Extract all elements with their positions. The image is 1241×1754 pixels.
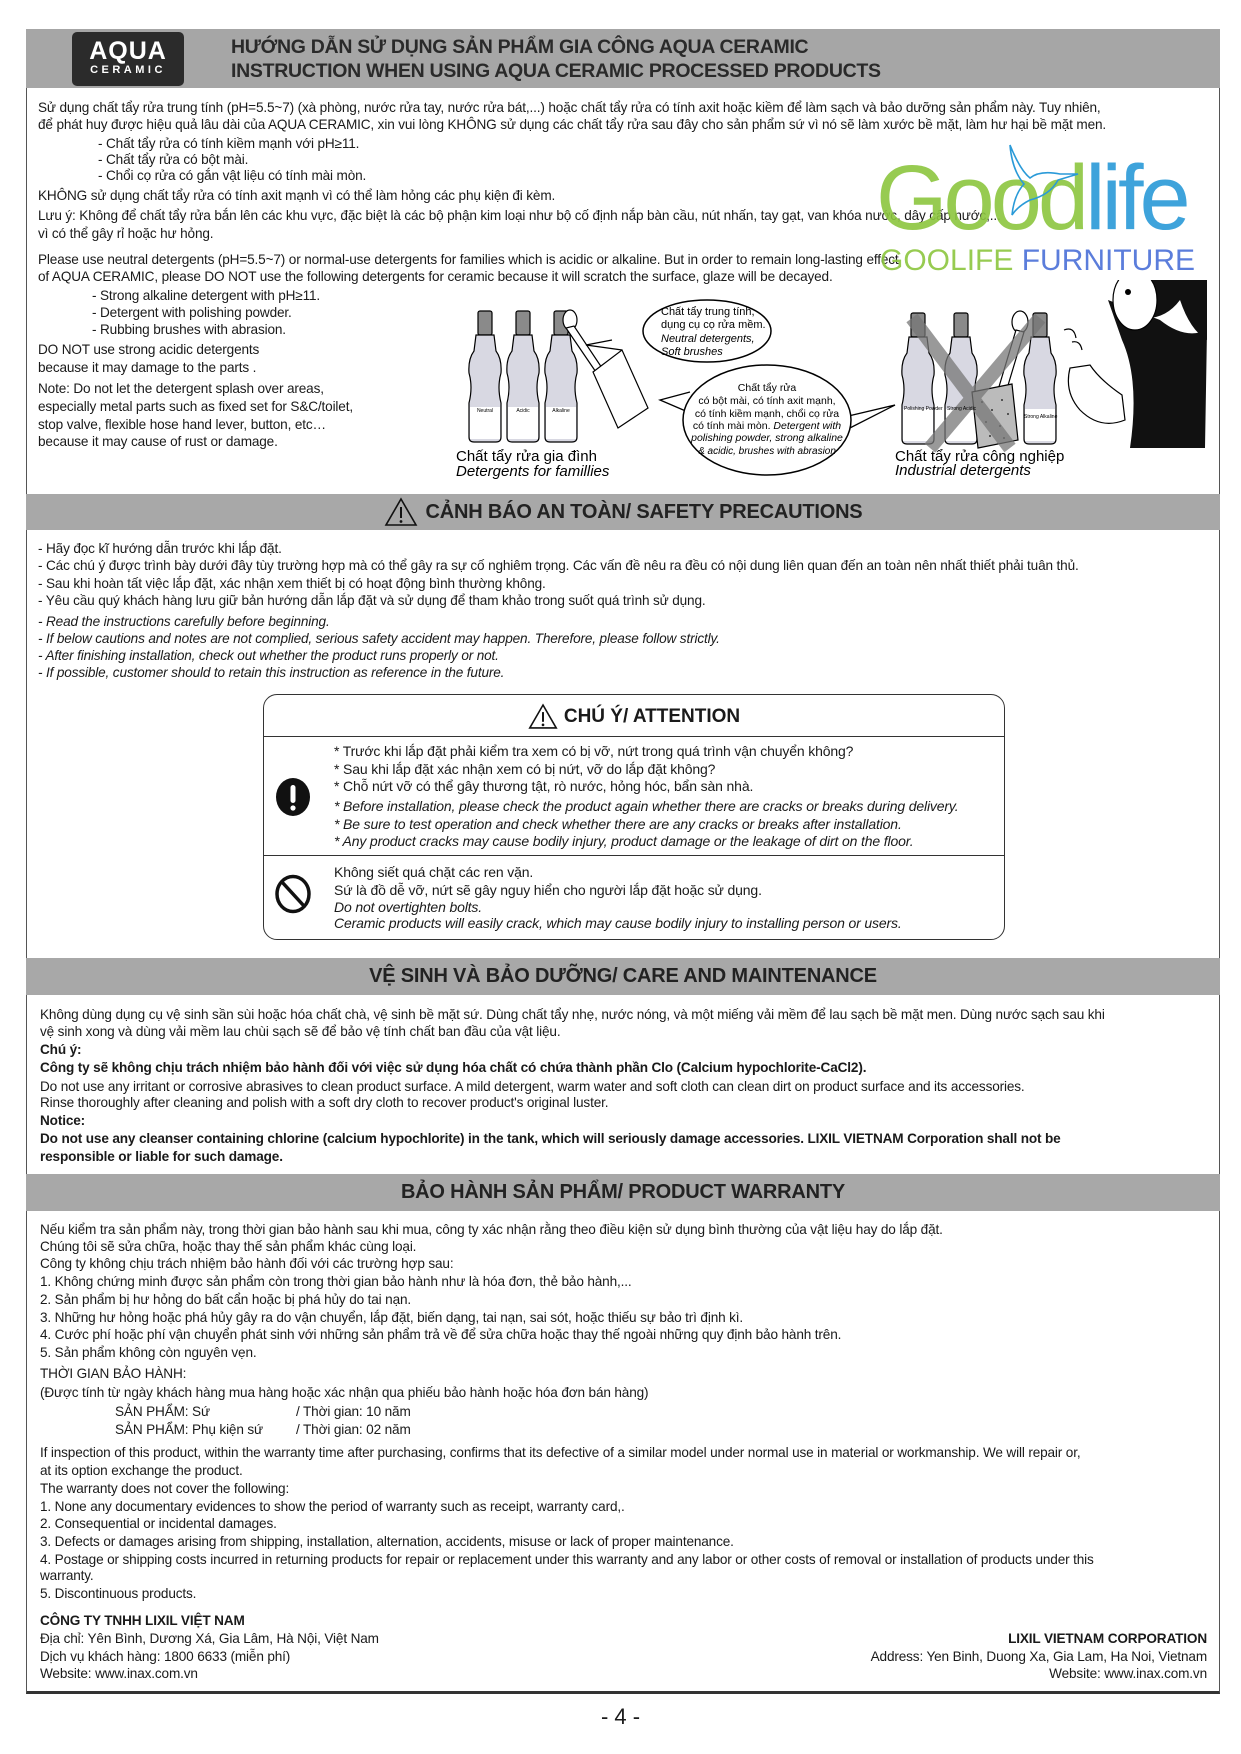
bottle-label: Acidic [516, 408, 530, 414]
bubble-text: có tính kiềm mạnh, chổi cọ rửa [694, 408, 840, 420]
text-line: The warranty does not cover the following: [40, 1481, 290, 1496]
tagline-goolife: GOOLIFE [880, 244, 1014, 277]
footer-line: Dịch vụ khách hàng: 1800 6633 (miễn phí) [40, 1649, 291, 1664]
bubble-text: có bột mài, có tính axit mạnh, [698, 395, 836, 407]
text-line: stop valve, flexible hose hand lever, button, etc… [38, 417, 326, 432]
warning-triangle-icon [528, 703, 558, 730]
text-line: Rinse thoroughly after cleaning and polish with a soft dry cloth to recover product's original luster. [40, 1095, 609, 1110]
bubble-text: & acidic, brushes with abrasion [698, 446, 836, 457]
text-line: 1. Không chứng minh được sản phẩm còn trong thời gian bảo hành như là hóa đơn, thẻ bảo hành,... [40, 1274, 632, 1289]
attention-title: CHÚ Ý/ ATTENTION [563, 705, 741, 727]
care-section-header [26, 958, 1220, 995]
text-line: of AQUA CERAMIC, please DO NOT use the following detergents for ceramic because it will scratch the surface, glaze will be decayed. [38, 269, 833, 284]
text-line: 3. Defects or damages arising from shipping, installation, alternation, accidents, misuse or lack of proper maintenance. [40, 1534, 734, 1549]
text-line: If inspection of this product, within the warranty time after purchasing, confirms that its defective of a similar model under normal use in material or workmanship. We will repair or, [40, 1445, 1081, 1460]
safety-item: - If below cautions and notes are not complied, serious safety accident may happen. Therefore, please follow strictly. [38, 631, 720, 646]
text-line: Chúng tôi sẽ sửa chữa, hoặc thay thế sản phẩm khác cùng loại. [40, 1239, 417, 1254]
text-line: KHÔNG sử dụng chất tẩy rửa có tính axit mạnh vì có thể làm hỏng các phụ kiện đi kèm. [38, 188, 556, 203]
bubble-text: Detergent with [773, 420, 842, 432]
text-line: - Strong alkaline detergent with pH≥11. [92, 288, 321, 303]
text-line: 4. Postage or shipping costs incurred in returning products for repair or replacement under this warranty and any labor or other costs of removal or installation of products under this [40, 1552, 1094, 1567]
care-title: VỆ SINH VÀ BẢO DƯỠNG/ CARE AND MAINTENANCE [369, 965, 877, 987]
safety-item: - Read the instructions carefully before beginning. [38, 614, 330, 629]
logo-sub: CERAMIC [90, 64, 166, 76]
footer-line: Address: Yen Binh, Duong Xa, Gia Lam, Ha Noi, Vietnam [870, 1649, 1207, 1664]
attention-item: * Any product cracks may cause bodily injury, product damage or the leakage of dirt on the floor. [334, 833, 914, 849]
attention-item: Không siết quá chặt các ren vặn. [334, 864, 534, 880]
attention-item: * Before installation, please check the product again whether there are cracks or breaks during delivery. [334, 798, 959, 814]
safety-item: - Các chú ý được trình bày dưới đây tùy trường hợp mà có thể gây ra sự cố nghiêm trọng. Các vấn đề nêu ra đều có nội dung liên quan đến an toàn nên nhất thiết phải tuân thủ. [38, 558, 1079, 573]
title-en: INSTRUCTION WHEN USING AQUA CERAMIC PROCESSED PRODUCTS [231, 60, 881, 82]
attention-item: * Trước khi lắp đặt phải kiểm tra xem có bị vỡ, nứt trong quá trình vận chuyển không? [334, 743, 854, 759]
attention-header [264, 703, 1004, 730]
bottle-label: Strong Acidic [947, 406, 977, 412]
title-vn: HƯỚNG DẪN SỬ DỤNG SẢN PHẨM GIA CÔNG AQUA CERAMIC [231, 36, 809, 58]
text-line: Please use neutral detergents (pH=5.5~7) or normal-use detergents for families which is acidic or alkaline. But in order to remain long-lasting effect [38, 252, 899, 267]
text-line: - Chất tẩy rửa có bột mài. [98, 152, 249, 167]
warranty-section-header [26, 1174, 1220, 1211]
bubble-text: Chất tẩy rửa [737, 382, 797, 394]
watermark-life: life [1085, 147, 1187, 249]
attention-item: * Chỗ nứt vỡ có thể gây thương tật, rò nước, hỏng hóc, bẩn sàn nhà. [334, 778, 754, 794]
bubble-text: Neutral detergents, [661, 333, 755, 345]
detergent-illustration [400, 280, 1241, 500]
text-line: Công ty không chịu trách nhiệm bảo hành đối với các trường hợp sau: [40, 1256, 454, 1271]
text-line: 2. Consequential or incidental damages. [40, 1516, 277, 1531]
warranty-title: BẢO HÀNH SẢN PHẨM/ PRODUCT WARRANTY [400, 1181, 846, 1203]
prohibited-icon [274, 874, 312, 914]
bottle-label: Neutral [476, 408, 494, 414]
text-line: Do not use any irritant or corrosive abrasives to clean product surface. A mild detergent, warm water and soft cloth can clean dirt on product surface and its accessories. [40, 1079, 1025, 1094]
attention-item: Do not overtighten bolts. [334, 899, 483, 915]
family-bottles [469, 311, 577, 442]
text-line: Notice: [40, 1113, 86, 1128]
aqua-ceramic-logo [72, 32, 184, 86]
text-line: Lưu ý: Không để chất tẩy rửa bắn lên các khu vực, đặc biệt là các bộ phận kim loại như bộ cố định nắp bàn cầu, nút nhấn, tay gạt, van khóa nước, dây cấp nước,... [38, 208, 1001, 223]
text-line: Chú ý: [40, 1042, 82, 1057]
footer-line: Địa chỉ: Yên Bình, Dương Xá, Gia Lâm, Hà Nội, Việt Nam [40, 1631, 379, 1646]
logo-brand: AQUA [89, 37, 167, 65]
family-caption-en: Detergents for famillies [456, 463, 610, 480]
footer-line: Website: www.inax.com.vn [40, 1666, 198, 1681]
text-line: Công ty sẽ không chịu trách nhiệm bảo hành đối với việc sử dụng hóa chất có chứa thành phần Clo (Calcium hypochlorite-CaCl2). [40, 1060, 867, 1075]
attention-item: Ceramic products will easily crack, which may cause bodily injury to installing person or users. [334, 915, 902, 931]
text-line: DO NOT use strong acidic detergents [38, 342, 260, 357]
text-line: warranty. [40, 1568, 94, 1583]
text-line: Sử dụng chất tẩy rửa trung tính (pH=5.5~7) (xà phòng, nước rửa tay, nước rửa bát,...) hoặc chất tẩy rửa có tính axit hoặc kiềm để làm sạch và bảo dưỡng sản phẩm này. Tuy nhiên, [38, 100, 1101, 115]
bottle-label: Alkaline [552, 408, 570, 414]
footer-line: LIXIL VIETNAM CORPORATION [1008, 1631, 1207, 1646]
text-line: especially metal parts such as fixed set for S&C/toilet, [38, 399, 353, 414]
text-line: 1. None any documentary evidences to show the period of warranty such as receipt, warranty card,. [40, 1499, 625, 1514]
text-line: - Detergent with polishing powder. [92, 305, 292, 320]
bubble-text: dụng cụ cọ rửa mềm. [661, 319, 766, 331]
bubble-text: có tính mài mòn. [692, 420, 771, 432]
worried-woman-icon [1064, 280, 1207, 448]
divider [264, 855, 1004, 856]
text-line: - Chổi cọ rửa có gắn vật liệu có tính mài mòn. [98, 168, 367, 183]
attention-item: Sứ là đồ dễ vỡ, nứt sẽ gây nguy hiển cho người lắp đặt hoặc sử dụng. [334, 882, 762, 898]
text-line: Note: Do not let the detergent splash over areas, [38, 381, 324, 396]
text-line: - Rubbing brushes with abrasion. [92, 322, 286, 337]
industrial-caption-vn: Chất tẩy rửa công nghiệp [895, 448, 1065, 465]
text-line: 5. Discontinuous products. [40, 1586, 197, 1601]
text-line: - Chất tẩy rửa có tính kiềm mạnh với pH≥11. [98, 136, 360, 151]
safety-item: - If possible, customer should to retain this instruction as reference in the future. [38, 665, 505, 680]
family-caption-vn: Chất tẩy rửa gia đình [456, 448, 597, 465]
svg-text:có tính mài mòn. Detergent wit [693, 420, 841, 432]
exclamation-icon [274, 777, 312, 817]
warranty-period-duration: / Thời gian: 02 năm [296, 1422, 411, 1437]
text-line: Nếu kiểm tra sản phẩm này, trong thời gian bảo hành sau khi mua, công ty xác nhận rằng theo điều kiện sử dụng bình thường của vật liệu hay do lắp đặt. [40, 1222, 943, 1237]
watermark-good: Good [876, 147, 1086, 249]
speech-bubble-neutral [586, 300, 771, 362]
text-line: at its option exchange the product. [40, 1463, 243, 1478]
warranty-period-product: SẢN PHẨM: Phụ kiện sứ [115, 1422, 263, 1437]
text-line: 5. Sản phẩm không còn nguyên vẹn. [40, 1345, 257, 1360]
bubble-text: polishing powder, strong alkaline [691, 432, 843, 444]
goodlife-tagline [880, 245, 1195, 277]
divider [264, 736, 1004, 737]
text-line: 4. Cước phí hoặc phí vận chuyển phát sinh với những sản phẩm trả về để sửa chữa hoặc thay thế ngoài những quy định bảo hành trên. [40, 1327, 842, 1342]
text-line: vì có thể gây rỉ hoặc hư hỏng. [38, 226, 214, 241]
industrial-caption-en: Industrial detergents [895, 462, 1031, 479]
text-line: (Được tính từ ngày khách hàng mua hàng hoặc xác nhận qua phiếu bảo hành hoặc hóa đơn bán hàng) [40, 1385, 649, 1400]
speech-bubble-abrasive [660, 365, 895, 475]
text-line: responsible or liable for such damage. [40, 1149, 283, 1164]
text-line: 2. Sản phẩm bị hư hỏng do bất cẩn hoặc bị phá hủy do tai nạn. [40, 1292, 412, 1307]
text-line: Do not use any cleanser containing chlorine (calcium hypochlorite) in the tank, which will seriously damage accessories. LIXIL VIETNAM Corporation shall not be [40, 1131, 1061, 1146]
bottle-label: Strong Alkaline [1024, 414, 1058, 420]
safety-item: - Sau khi hoàn tất việc lắp đặt, xác nhận xem thiết bị có hoạt động bình thường không. [38, 576, 546, 591]
safety-section-header [26, 494, 1220, 530]
text-line: 3. Những hư hỏng hoặc phá hủy gây ra do vận chuyển, lắp đặt, biến dạng, tai nạn, sai sót, hoặc thiếu sự bảo trì định kì. [40, 1310, 744, 1325]
attention-item: * Sau khi lắp đặt xác nhận xem có bị nứt, vỡ do lắp đặt không? [334, 761, 716, 777]
bubble-text: Soft brushes [661, 346, 723, 358]
safety-title: CẢNH BÁO AN TOÀN/ SAFETY PRECAUTIONS [425, 500, 863, 523]
text-line: THỜI GIAN BẢO HÀNH: [40, 1366, 187, 1381]
text-line: because it may damage to the parts . [38, 360, 257, 375]
text-line: because it may cause of rust or damage. [38, 434, 278, 449]
text-line: vệ sinh xong và dùng vải mềm lau chùi sạch sẽ để bảo vệ tính chất ban đầu của vật liệu. [40, 1024, 561, 1039]
bottle-label: Polishing Powder [904, 406, 943, 412]
footer-line: Website: www.inax.com.vn [1049, 1666, 1207, 1681]
tagline-furniture: FURNITURE [1021, 244, 1196, 277]
footer-line: CÔNG TY TNHH LIXIL VIỆT NAM [40, 1613, 245, 1628]
safety-item: - Yêu cầu quý khách hàng lưu giữ bản hướng dẫn lắp đặt và sử dụng để tham khảo trong suốt quá trình sử dụng. [38, 593, 706, 608]
text-line: để phát huy được hiệu quả lâu dài của AQUA CERAMIC, xin vui lòng KHÔNG sử dụng các chất tẩy rửa sau đây cho sản phẩm sứ vì nó sẽ làm xước bề mặt, làm hư hại bề mặt men. [38, 117, 1107, 132]
attention-item: * Be sure to test operation and check whether there are any cracks or breaks after installation. [334, 816, 902, 832]
warranty-period-product: SẢN PHẨM: Sứ [115, 1404, 210, 1419]
safety-item: - Hãy đọc kĩ hướng dẫn trước khi lắp đặt. [38, 541, 282, 556]
safety-item: - After finishing installation, check out whether the product runs properly or not. [38, 648, 499, 663]
warning-triangle-icon [384, 497, 418, 527]
bubble-text: Chất tẩy trung tính, [661, 306, 755, 318]
hummingbird-icon [1000, 140, 1080, 220]
page-number: - 4 - [600, 1704, 641, 1729]
warranty-period-duration: / Thời gian: 10 năm [296, 1404, 411, 1419]
text-line: Không dùng dụng cụ vệ sinh sần sùi hoặc hóa chất chà, vệ sinh bề mặt sứ. Dùng chất tẩy nhẹ, nước nóng, và một miếng vải mềm để lau sạch bề mặt men. Dùng nước sạch sau khi [40, 1007, 1105, 1022]
